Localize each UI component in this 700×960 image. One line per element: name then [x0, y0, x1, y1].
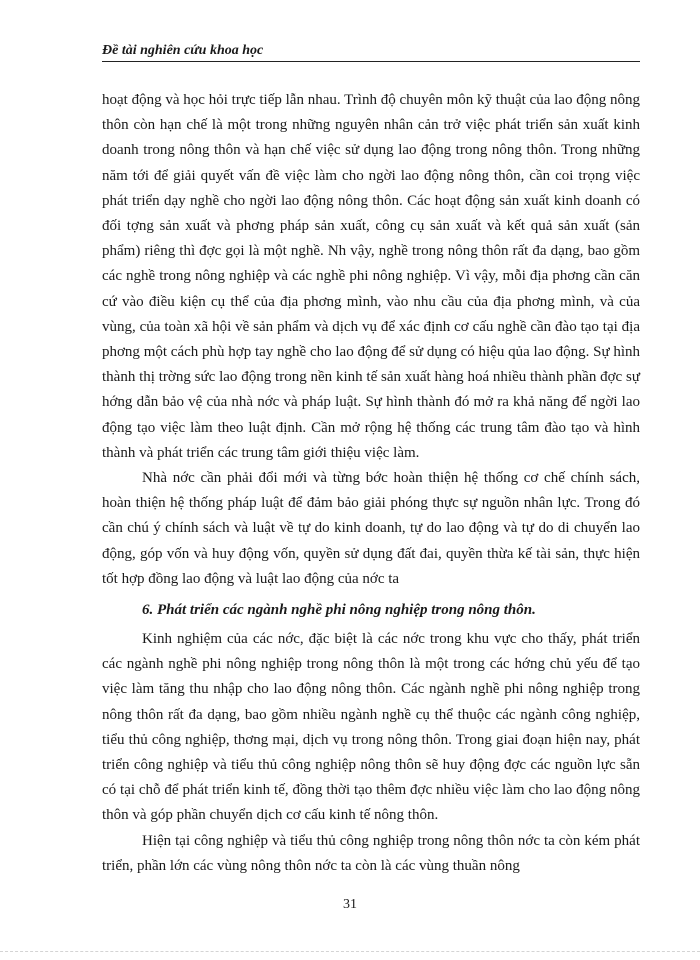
header-title: Đề tài nghiên cứu khoa học — [102, 43, 264, 58]
body-paragraph: Kinh nghiệm của các nớc, đặc biệt là các nớc trong khu vực cho thấy, phát triển các ngành nghề phi nông nghiệp trong nông thôn là một trong các hớng chủ yếu để tạo việc làm tăng thu nhập cho lao động nông thôn. Các ngành nghề phi nông nghiệp trong nông thôn rất đa dạng, bao gồm nhiều ngành nghề cụ thể thuộc các ngành công nghiệp, tiểu thủ công nghiệp, thơng mại, dịch vụ trong nông thôn. Trong giai đoạn hiện nay, phát triển công nghiệp và tiểu thủ công nghiệp nông thôn sẽ huy động đợc các nguồn lực sẵn có tại chỗ để phát triển kinh tế, đồng thời tạo thêm đợc nhiều việc làm cho lao động nông thôn và góp phần chuyển dịch cơ cấu kinh tế nông thôn. — [102, 631, 640, 824]
page-bottom-divider — [0, 951, 700, 952]
body-paragraph: Hiện tại công nghiệp và tiểu thủ công nghiệp trong nông thôn nớc ta còn kém phát triển, phần lớn các vùng nông thôn nớc ta còn là các vùng thuần nông — [102, 832, 640, 874]
document-header — [102, 42, 640, 62]
body-paragraph: Nhà nớc cần phải đổi mới và từng bớc hoàn thiện hệ thống cơ chế chính sách, hoàn thiện hệ thống pháp luật để đảm bảo giải phóng thực sự nguồn nhân lực. Trong đó cần chú ý chính sách và luật về tự do kinh doanh, tự do lao động và tự do di chuyển lao động, góp vốn và huy động vốn, quyền sử dụng đất đai, quyền thừa kế tài sản, thực hiện tốt hợp đồng lao động và luật lao động của nớc ta — [102, 470, 640, 587]
page-body — [102, 88, 640, 879]
section-heading: 6. Phát triển các ngành nghề phi nông nghiệp trong nông thôn. — [142, 602, 536, 619]
body-paragraph: hoạt động và học hỏi trực tiếp lẫn nhau. Trình độ chuyên môn kỹ thuật của lao động nông thôn còn hạn chế là một trong những nguyên nhân cản trở việc phát triển sản xuất kinh doanh trong nông thôn và hạn chế việc sử dụng lao động trong nông thôn. Trong những năm tới để giải quyết vấn đề việc làm cho ngời lao động nông thôn, cần coi trọng việc phát triển dạy nghề cho ngời lao động nông thôn. Các hoạt động sản xuất kinh doanh có đối tợng sản xuất và phơng pháp sản xuất, công cụ sản xuất và kết quả sản xuất (sản phẩm) riêng thì đợc gọi là một nghề. Nh vậy, nghề trong nông thôn rất đa dạng, bao gồm các nghề trong nông nghiệp và các nghề phi nông nghiệp. Vì vậy, mỗi địa phơng cần căn cứ vào điều kiện cụ thể của địa phơng mình, vào nhu cầu của địa phơng mình, và của vùng, của toàn xã hội về sản phẩm và dịch vụ để xác định cơ cấu nghề cần đào tạo tại địa phơng một cách phù hợp tay nghề cho lao động để sử dụng có hiệu qủa lao động. Sự hình thành thị trờng sức lao động trong nền kinh tế sản xuất hàng hoá nhiều thành phần đợc sự hớng dẫn bảo vệ của nhà nớc và pháp luật. Sự hình thành đó mở ra khả năng để ngời lao động tạo việc làm theo luật định. Cần mở rộng hệ thống các trung tâm đào tạo và hình thành và phát triển các trung tâm giới thiệu việc làm. — [102, 92, 640, 461]
page-number: 31 — [343, 897, 357, 912]
